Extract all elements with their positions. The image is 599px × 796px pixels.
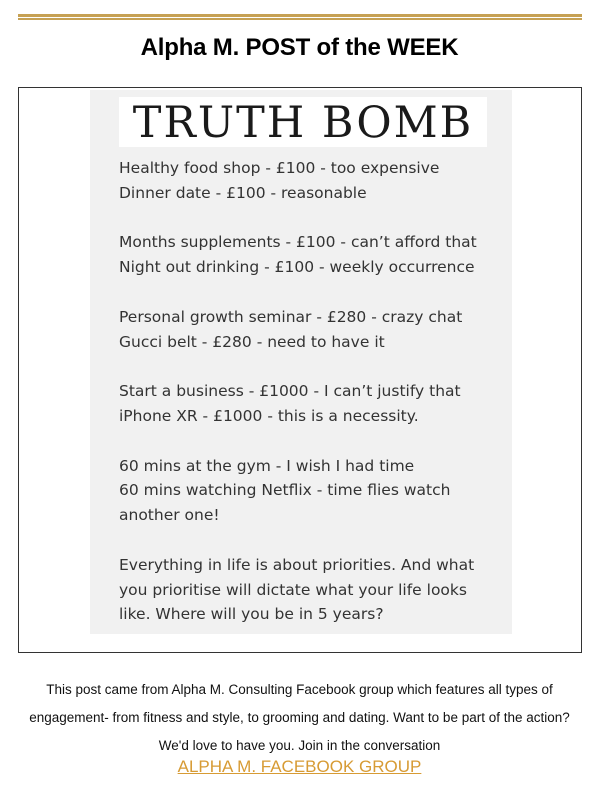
post-description [10,676,589,760]
post-line: Everything in life is about priorities. And what [119,555,475,574]
post-line: Months supplements - £100 - can’t afford that [119,233,477,252]
top-divider [18,14,582,20]
page-heading: Alpha M. POST of the WEEK [140,34,459,61]
post-line: Dinner date - £100 - reasonable [119,183,367,202]
post-line: you prioritise will dictate what your life looks [119,580,467,599]
line-gap [119,206,499,231]
post-title-plate [119,97,487,147]
post-line: Personal growth seminar - £280 - crazy chat [119,307,463,326]
post-image [90,90,512,634]
description-line: engagement- from fitness and style, to grooming and dating. Want to be part of the action? [29,710,570,725]
line-gap [119,528,499,553]
post-line: Start a business - £1000 - I can’t justify that [119,382,461,401]
line-gap [119,280,499,305]
post-line: another one! [119,506,220,525]
post-title: TRUTH BOMB [132,98,474,148]
description-line: This post came from Alpha M. Consulting Facebook group which features all types of [46,682,553,697]
post-line: iPhone XR - £1000 - this is a necessity. [119,406,419,425]
line-gap [119,354,499,379]
post-text [119,156,499,627]
post-image-frame [18,87,582,653]
description-line: We'd love to have you. Join in the conversation [158,738,441,753]
line-gap [119,429,499,454]
post-line: Night out drinking - £100 - weekly occurrence [119,258,475,277]
post-line: Gucci belt - £280 - need to have it [119,332,385,351]
facebook-group-link[interactable]: ALPHA M. FACEBOOK GROUP [177,757,422,776]
post-line: Healthy food shop - £100 - too expensive [119,159,440,177]
post-line: like. Where will you be in 5 years? [119,605,384,624]
post-line: 60 mins at the gym - I wish I had time [119,456,415,475]
post-line: 60 mins watching Netflix - time flies watch [119,481,451,500]
